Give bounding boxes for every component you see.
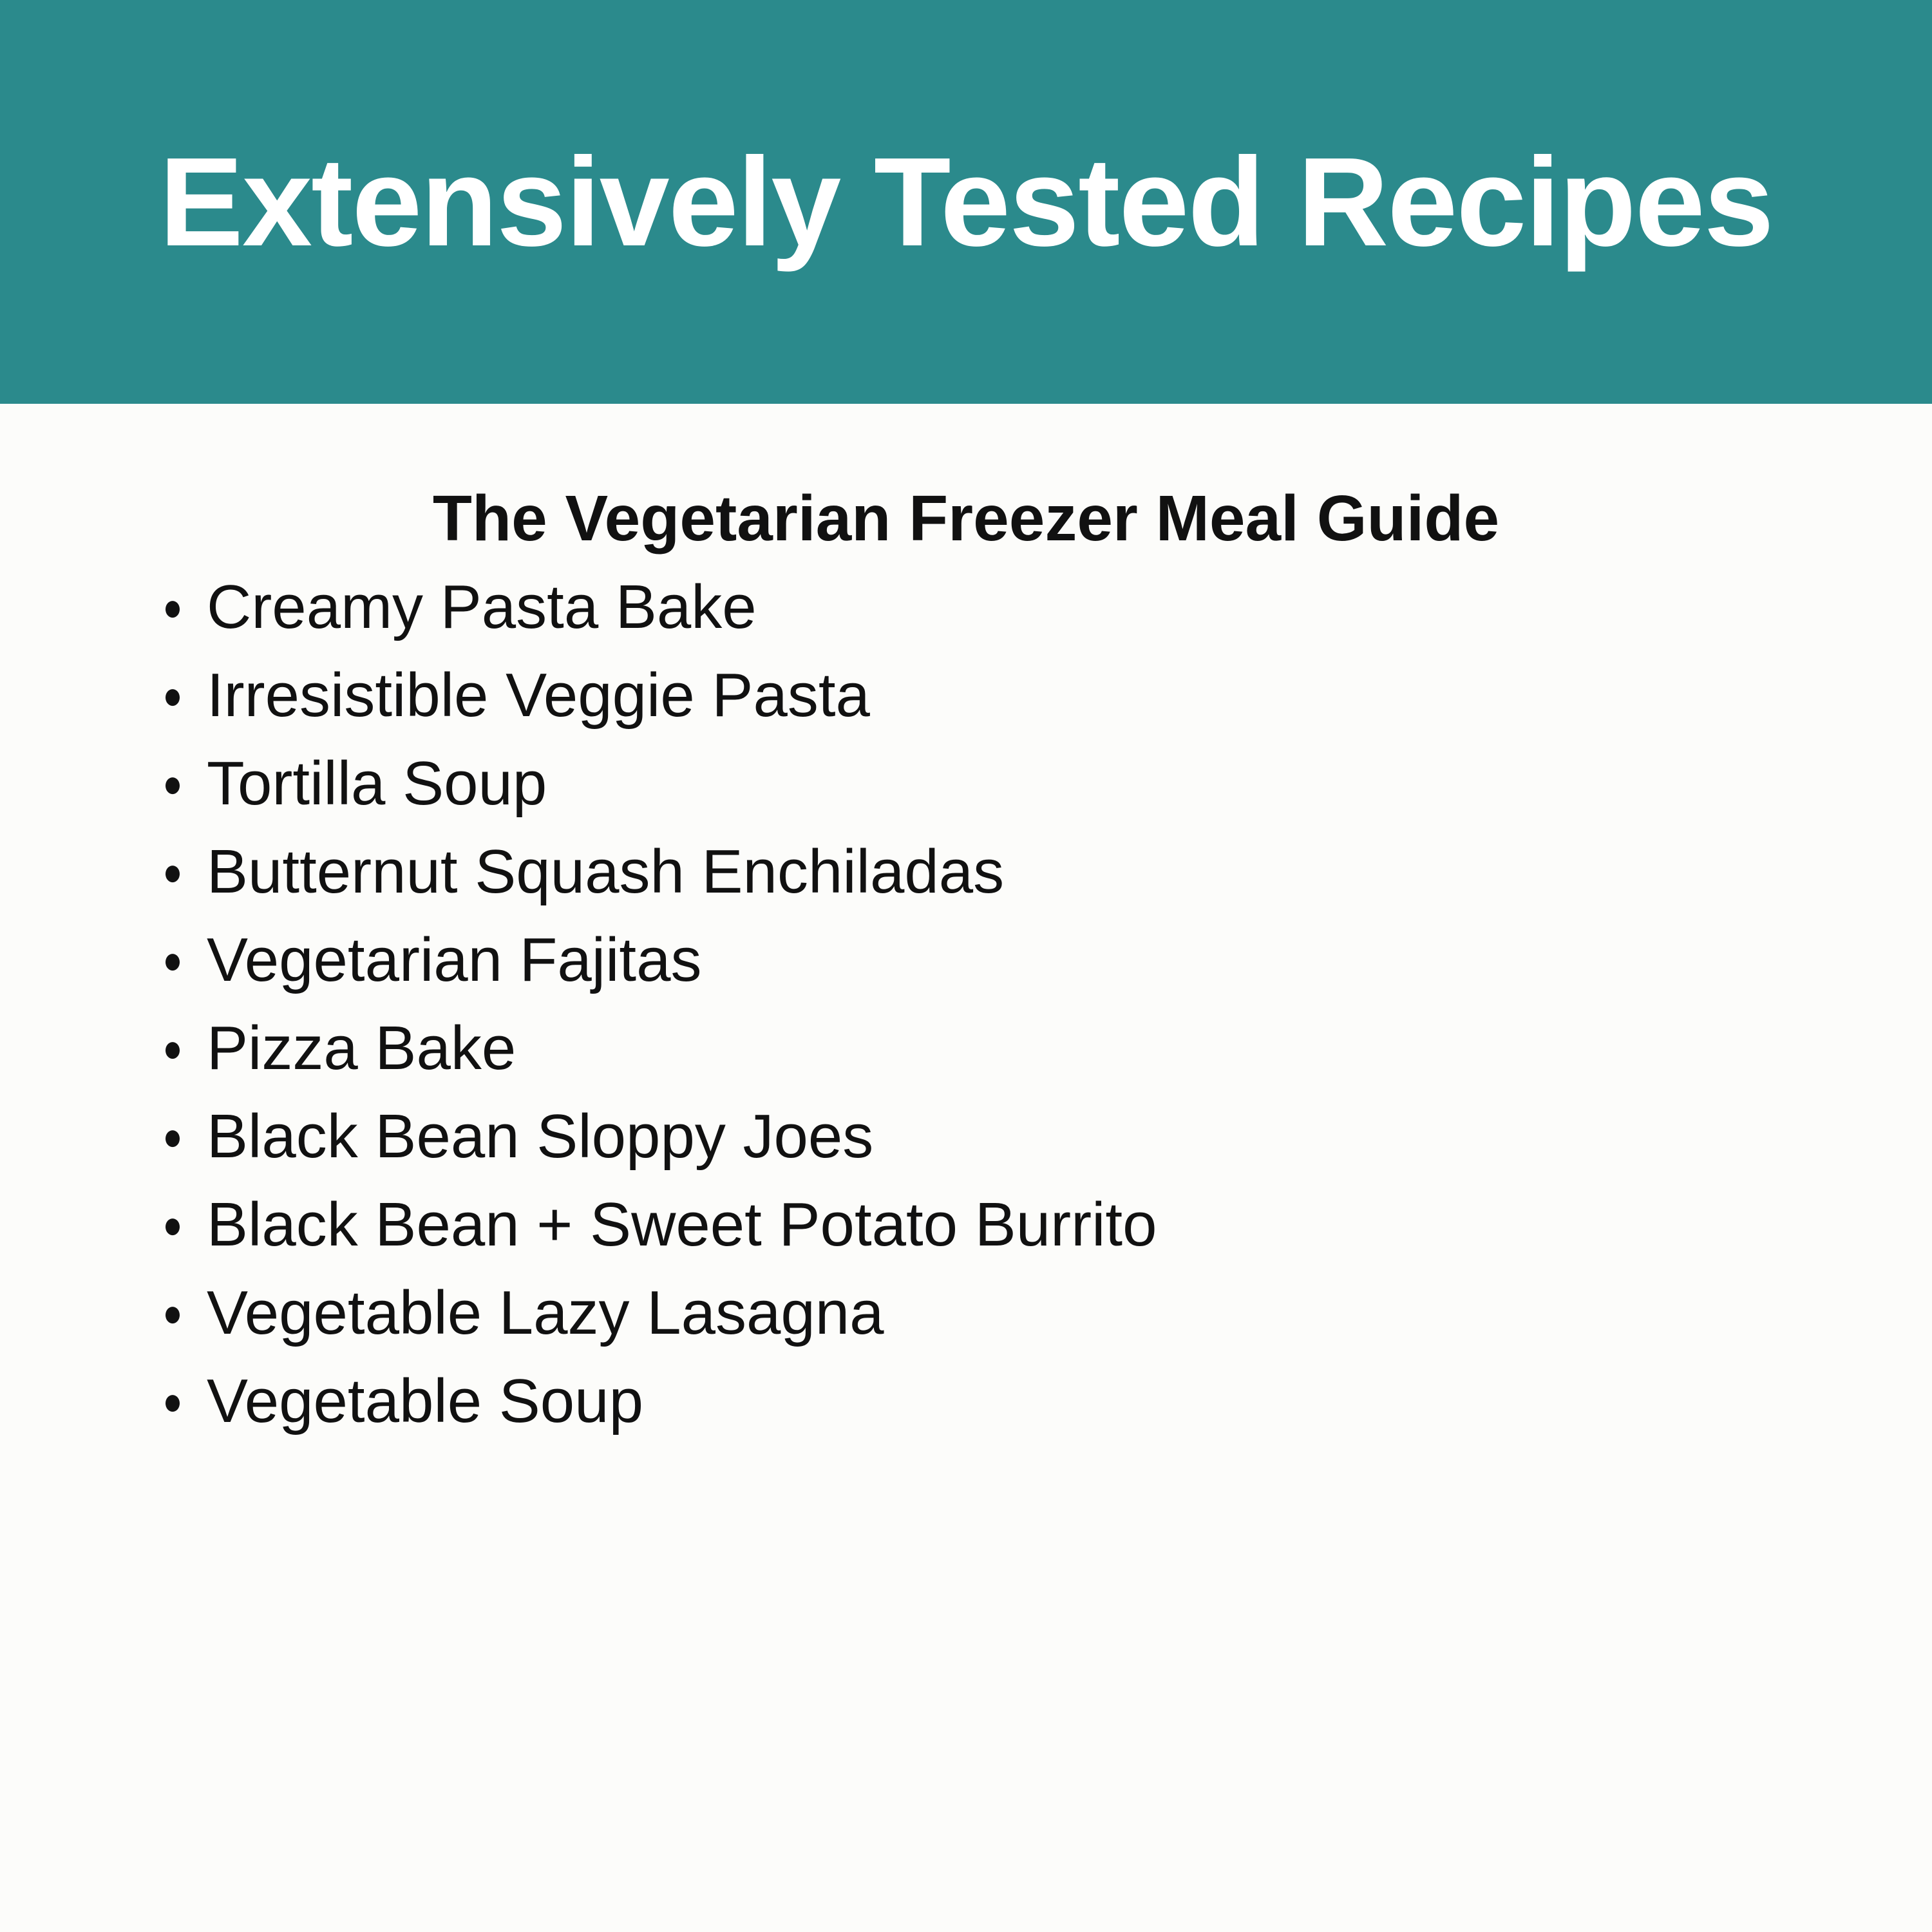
recipe-label: Vegetable Lazy Lasagna [207,1278,884,1347]
recipe-label: Pizza Bake [207,1014,516,1083]
list-item [166,739,1932,828]
bullet-dot-icon [166,1130,180,1147]
recipe-label: Vegetarian Fajitas [207,925,702,994]
list-item [166,1357,1932,1445]
content-section [0,404,1932,1445]
recipe-label: Tortilla Soup [207,749,547,818]
bullet-dot-icon [166,1218,180,1235]
recipe-label: Vegetable Soup [207,1367,643,1435]
bullet-dot-icon [166,689,180,706]
list-item [166,1180,1932,1269]
bullet-dot-icon [166,954,180,971]
recipe-label: Creamy Pasta Bake [207,573,757,641]
bullet-dot-icon [166,777,180,794]
list-item [166,916,1932,1004]
list-item [166,1092,1932,1180]
page-title: Extensively Tested Recipes [159,131,1773,272]
bullet-dot-icon [166,601,180,618]
recipe-label: Black Bean + Sweet Potato Burrito [207,1190,1157,1259]
bullet-dot-icon [166,866,180,882]
list-item [166,1269,1932,1357]
header-band [0,0,1932,404]
guide-heading: The Vegetarian Freezer Meal Guide [432,482,1500,554]
recipe-list [0,563,1932,1445]
bullet-dot-icon [166,1042,180,1059]
recipe-label: Butternut Squash Enchiladas [207,837,1005,906]
list-item [166,563,1932,651]
bullet-dot-icon [166,1395,180,1412]
list-item [166,1004,1932,1092]
list-item [166,651,1932,739]
bullet-dot-icon [166,1307,180,1323]
recipe-label: Black Bean Sloppy Joes [207,1102,874,1171]
list-item [166,828,1932,916]
recipe-label: Irresistible Veggie Pasta [207,661,870,730]
